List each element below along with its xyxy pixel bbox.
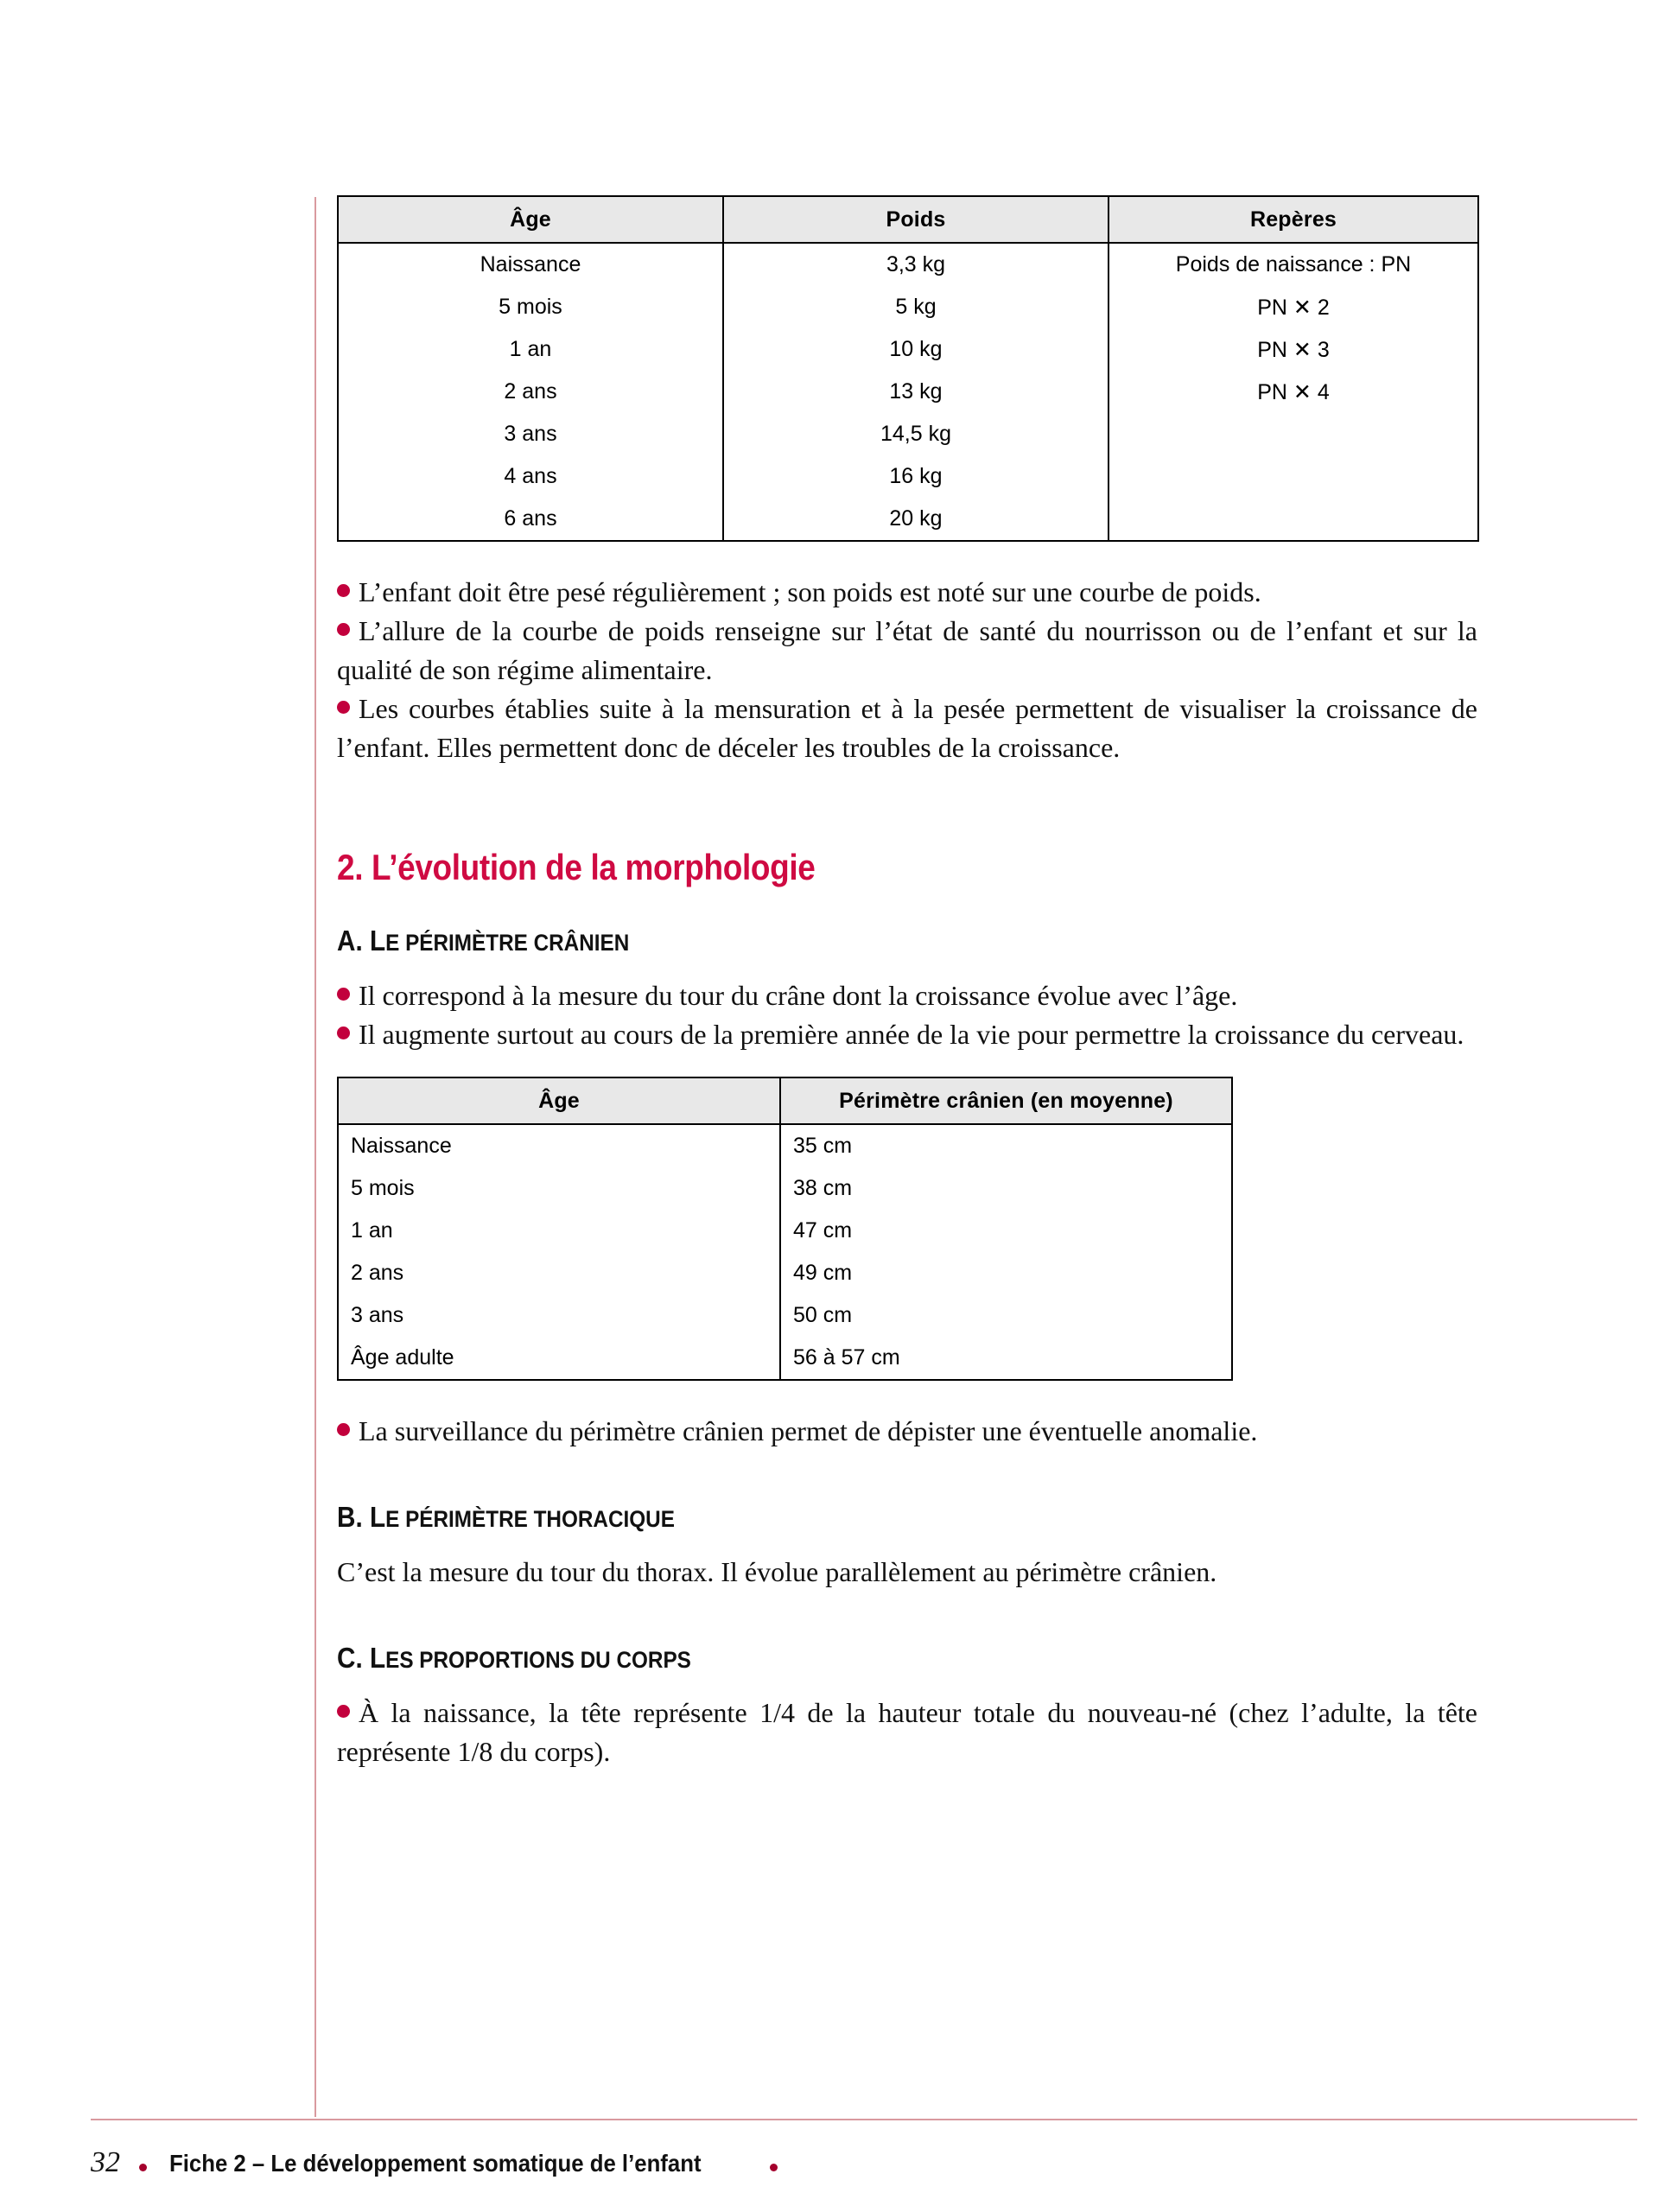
sub-letter: A. <box>337 925 363 957</box>
cell-age: 1 an <box>338 328 723 371</box>
table-row <box>338 371 1478 413</box>
cell-perimetre: 49 cm <box>780 1252 1232 1294</box>
bullet-text: Les courbes établies suite à la mensuration et à la pesée permettent de visualiser la croissance de l’enfant. Elles permettent donc de déceler les troubles de la croissance. <box>337 693 1477 763</box>
footer-dot-icon-right <box>770 2164 778 2171</box>
sub-letter: B. <box>337 1501 363 1533</box>
cell-age: Âge adulte <box>338 1337 780 1380</box>
cell-poids: 10 kg <box>723 328 1109 371</box>
bullet-dot-icon <box>337 1027 350 1039</box>
table-row <box>338 1210 1232 1252</box>
spacer <box>337 1451 1477 1501</box>
sub-letter: C. <box>337 1642 363 1674</box>
cell-poids: 5 kg <box>723 286 1109 328</box>
spacer <box>337 542 1477 573</box>
table-row <box>338 243 1478 286</box>
cell-age: 6 ans <box>338 498 723 541</box>
spacer <box>337 1535 1477 1553</box>
bullet-text: Il correspond à la mesure du tour du crâne dont la croissance évolue avec l’âge. <box>359 980 1238 1011</box>
cell-poids: 14,5 kg <box>723 413 1109 455</box>
cell-age: 3 ans <box>338 413 723 455</box>
bullet-text: Il augmente surtout au cours de la première année de la vie pour permettre la croissance du cerveau. <box>359 1019 1464 1050</box>
footer-divider-rule <box>91 2119 1637 2120</box>
bullet-dot-icon <box>337 623 350 636</box>
cell-repere: PN ✕ 2 <box>1109 286 1478 328</box>
section-heading-2: 2. L’évolution de la morphologie <box>337 847 816 887</box>
bullet-paragraph <box>337 690 1477 767</box>
left-vertical-rule <box>314 197 316 2117</box>
bullet-dot-icon <box>337 701 350 714</box>
table-row <box>338 1252 1232 1294</box>
cell-perimetre: 47 cm <box>780 1210 1232 1252</box>
sub-title-rest: ES PROPORTIONS DU CORPS <box>385 1647 691 1673</box>
sub-title-initial: L <box>369 1501 386 1533</box>
spacer <box>337 1676 1477 1694</box>
cell-repere: Poids de naissance : PN <box>1109 243 1478 286</box>
col-header-reperes: Repères <box>1109 196 1478 243</box>
col-header-age: Âge <box>338 1077 780 1124</box>
table-perimetre-cranien <box>337 1077 1233 1381</box>
bullet-paragraph <box>337 976 1477 1015</box>
paragraph-thoracique: C’est la mesure du tour du thorax. Il évolue parallèlement au périmètre crânien. <box>337 1556 1217 1587</box>
spacer <box>337 1054 1477 1077</box>
table-row <box>338 286 1478 328</box>
cell-repere <box>1109 413 1478 455</box>
cell-repere <box>1109 455 1478 498</box>
cell-poids: 16 kg <box>723 455 1109 498</box>
bullet-text: L’enfant doit être pesé régulièrement ; son poids est noté sur une courbe de poids. <box>359 576 1261 607</box>
sub-title-initial: L <box>369 1642 386 1674</box>
bullet-dot-icon <box>337 988 350 1001</box>
table-row <box>338 413 1478 455</box>
bullet-paragraph <box>337 1694 1477 1771</box>
cell-age: 2 ans <box>338 1252 780 1294</box>
bullet-paragraph <box>337 612 1477 690</box>
spacer <box>337 1381 1477 1412</box>
table-row <box>338 328 1478 371</box>
cell-perimetre: 56 à 57 cm <box>780 1337 1232 1380</box>
bullet-text: La surveillance du périmètre crânien permet de dépister une éventuelle anomalie. <box>359 1415 1258 1446</box>
cell-age: 4 ans <box>338 455 723 498</box>
cell-perimetre: 35 cm <box>780 1124 1232 1167</box>
col-header-perimetre: Périmètre crânien (en moyenne) <box>780 1077 1232 1124</box>
cell-perimetre: 50 cm <box>780 1294 1232 1337</box>
sub-title-initial: L <box>369 925 386 957</box>
cell-age: 3 ans <box>338 1294 780 1337</box>
table-row <box>338 498 1478 541</box>
cell-repere <box>1109 498 1478 541</box>
cell-age: 2 ans <box>338 371 723 413</box>
bullet-paragraph <box>337 1412 1477 1451</box>
col-header-age: Âge <box>338 196 723 243</box>
bullet-dot-icon <box>337 584 350 597</box>
bullet-dot-icon <box>337 1423 350 1436</box>
spacer <box>337 1592 1477 1642</box>
subsection-heading-b <box>337 1501 1363 1535</box>
cell-repere: PN ✕ 3 <box>1109 328 1478 371</box>
table-header-row <box>338 1077 1232 1124</box>
page-footer <box>91 2146 1560 2179</box>
footer-dot-icon-left <box>139 2164 147 2171</box>
subsection-heading-c <box>337 1642 1363 1676</box>
cell-perimetre: 38 cm <box>780 1167 1232 1210</box>
table-row <box>338 1167 1232 1210</box>
table-poids <box>337 195 1479 542</box>
cell-age: 5 mois <box>338 286 723 328</box>
spacer <box>337 767 1477 847</box>
cell-age: Naissance <box>338 1124 780 1167</box>
table-row <box>338 1337 1232 1380</box>
cell-age: Naissance <box>338 243 723 286</box>
spacer <box>337 959 1477 976</box>
cell-age: 1 an <box>338 1210 780 1252</box>
bullet-paragraph <box>337 1015 1477 1054</box>
bullet-paragraph <box>337 573 1477 612</box>
cell-age: 5 mois <box>338 1167 780 1210</box>
cell-poids: 20 kg <box>723 498 1109 541</box>
spacer <box>337 888 1477 925</box>
col-header-poids: Poids <box>723 196 1109 243</box>
sub-title-rest: E PÉRIMÈTRE THORACIQUE <box>385 1506 675 1532</box>
table-row <box>338 455 1478 498</box>
table-header-row <box>338 196 1478 243</box>
table-row <box>338 1294 1232 1337</box>
cell-repere: PN ✕ 4 <box>1109 371 1478 413</box>
bullet-text: À la naissance, la tête représente 1/4 de la hauteur totale du nouveau-né (chez l’adulte, la tête représente 1/8 du corps). <box>337 1697 1477 1767</box>
subsection-heading-a <box>337 925 1363 959</box>
bullet-text: L’allure de la courbe de poids renseigne sur l’état de santé du nourrisson ou de l’enfant et sur la qualité de son régime alimentaire. <box>337 615 1477 685</box>
cell-poids: 3,3 kg <box>723 243 1109 286</box>
cell-poids: 13 kg <box>723 371 1109 413</box>
sub-title-rest: E PÉRIMÈTRE CRÂNIEN <box>385 930 630 956</box>
footer-title: Fiche 2 – Le développement somatique de l’enfant <box>169 2150 702 2177</box>
bullet-dot-icon <box>337 1705 350 1718</box>
content-column <box>337 195 1477 1771</box>
table-row <box>338 1124 1232 1167</box>
page-number: 32 <box>91 2146 120 2178</box>
